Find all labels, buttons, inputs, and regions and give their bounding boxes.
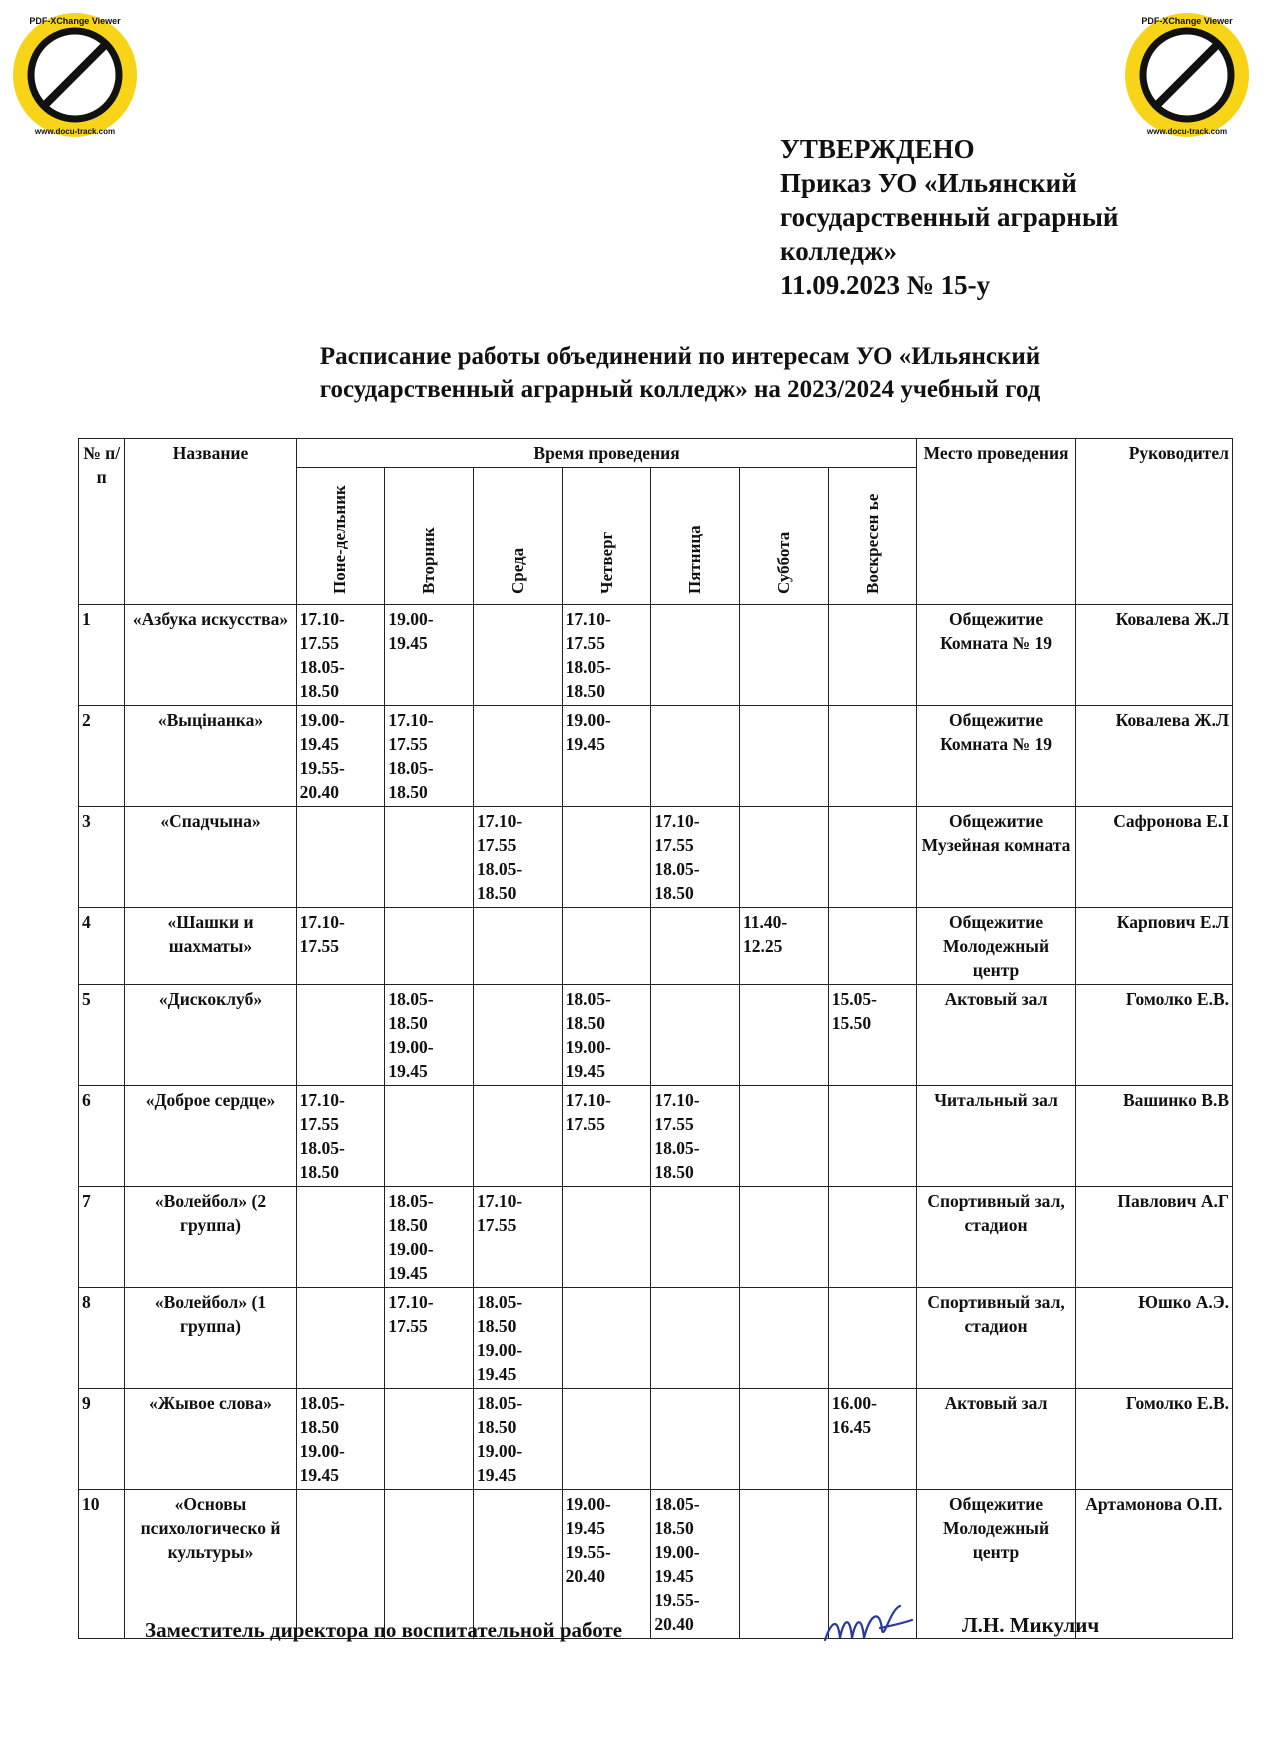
time-cell [740,1490,829,1639]
leader: Ковалева Ж.Л [1075,605,1232,706]
table-row [79,985,1233,1086]
table-row [79,1288,1233,1389]
time-value: 17.10- [565,609,611,629]
table-row [79,706,1233,807]
time-value: 19.00- [565,710,611,730]
time-value: 18.05- [477,1292,523,1312]
time-value: 19.45 [654,1566,694,1586]
row-number: 4 [79,908,125,985]
time-value: 18.05- [388,758,434,778]
time-value: 19.45 [565,1518,606,1538]
svg-text:www.docu-track.com: www.docu-track.com [1146,127,1228,136]
table-row [79,1389,1233,1490]
time-cell [562,1288,651,1389]
time-value: 18.50 [477,1417,517,1437]
time-cell [474,908,563,985]
time-cell [562,908,651,985]
time-cell [651,1389,740,1490]
time-cell [296,807,385,908]
table-row [79,1187,1233,1288]
time-value: 17.55 [299,633,340,653]
time-cell [474,706,563,807]
approval-order: Приказ УО «Ильянский [780,168,1077,198]
header-day-label: Воскресен ье [862,493,882,594]
svg-text:PDF-XChange Viewer: PDF-XChange Viewer [1141,16,1233,26]
time-value: 19.45 [477,1465,517,1485]
time-cell [651,908,740,985]
time-value: 19.00- [565,1494,611,1514]
time-value: 18.05- [477,1393,523,1413]
svg-text:www.docu-track.com: www.docu-track.com [34,127,116,136]
time-value: 18.50 [565,1013,606,1033]
time-value: 17.10- [477,1191,523,1211]
time-value: 17.10- [477,811,523,831]
time-cell [562,807,651,908]
time-value: 18.05- [654,859,700,879]
club-name: «Спадчына» [125,807,296,908]
time-value: 19.00- [654,1542,700,1562]
time-value: 18.05- [299,1138,345,1158]
time-cell [296,985,385,1086]
time-value: 18.05- [388,1191,434,1211]
time-cell [651,1288,740,1389]
club-name: «Доброе сердце» [125,1086,296,1187]
time-cell [296,1288,385,1389]
time-cell [385,1389,474,1490]
time-value: 19.55- [565,1542,611,1562]
time-value: 19.45 [388,633,428,653]
time-value: 19.45 [388,1061,428,1081]
time-cell [828,1288,917,1389]
time-cell [651,985,740,1086]
header-day-label: Вторник [419,527,439,594]
row-number: 3 [79,807,125,908]
time-value: 11.40- [743,912,788,932]
time-value: 19.45 [299,1465,340,1485]
table-row [79,605,1233,706]
header-name: Название [125,439,296,605]
venue: Общежитие Музейная комната [917,807,1075,908]
time-cell [296,1490,385,1639]
time-cell [828,706,917,807]
club-name: «Основы психологическо й культуры» [125,1490,296,1639]
venue: Общежитие Молодежный центр [917,1490,1075,1639]
time-value: 19.00- [388,1239,434,1259]
row-number: 2 [79,706,125,807]
header-time-group: Время проведения [296,439,917,468]
time-cell [562,1490,651,1639]
time-cell [828,908,917,985]
time-value: 15.05- [831,989,877,1009]
time-value: 18.50 [477,883,517,903]
time-cell [740,985,829,1086]
time-value: 18.50 [654,1162,694,1182]
time-cell [740,1187,829,1288]
time-cell [296,1086,385,1187]
time-cell [562,985,651,1086]
time-value: 20.40 [565,1566,606,1586]
leader: Ковалева Ж.Л [1075,706,1232,807]
time-cell [385,807,474,908]
approval-block [780,132,1200,302]
header-day-label: Четверг [596,531,616,594]
time-value: 19.45 [388,1263,428,1283]
time-value: 18.50 [388,782,428,802]
time-value: 18.05- [565,657,611,677]
time-value: 17.10- [565,1090,611,1110]
time-cell [385,706,474,807]
time-value: 19.00- [388,609,434,629]
time-cell [474,985,563,1086]
header-day [385,468,474,605]
row-number: 9 [79,1389,125,1490]
handwritten-signature [820,1600,915,1650]
time-cell [740,1086,829,1187]
time-cell [562,1187,651,1288]
approval-heading: УТВЕРЖДЕНО [780,134,975,164]
time-value: 19.00- [565,1037,611,1057]
row-number: 7 [79,1187,125,1288]
approval-org: государственный аграрный [780,202,1119,232]
time-value: 18.50 [654,1518,694,1538]
time-value: 17.10- [299,912,345,932]
time-value: 18.05- [299,1393,345,1413]
schedule-body [79,605,1233,1639]
time-value: 18.50 [477,1316,517,1336]
leader: Гомолко Е.В. [1075,985,1232,1086]
leader: Гомолко Е.В. [1075,1389,1232,1490]
row-number: 10 [79,1490,125,1639]
time-value: 17.55 [654,835,694,855]
pdf-xchange-stamp-right [1122,10,1252,140]
signatory-position: Заместитель директора по воспитательной работе [145,1618,623,1642]
schedule-table [78,438,1233,1639]
row-number: 6 [79,1086,125,1187]
header-day-label: Суббота [773,531,793,594]
time-cell [740,908,829,985]
time-value: 18.05- [299,657,345,677]
time-value: 17.55 [388,734,428,754]
table-row [79,1086,1233,1187]
time-value: 19.00- [299,1441,345,1461]
club-name: «Шашки и шахматы» [125,908,296,985]
time-value: 16.00- [831,1393,877,1413]
title-line-2: государственный аграрный колледж» на 2023/2024 учебный год [319,376,1041,403]
time-cell [562,1389,651,1490]
time-value: 17.55 [388,1316,428,1336]
time-value: 18.05- [654,1494,700,1514]
time-value: 19.55- [654,1590,700,1610]
header-day [651,468,740,605]
header-day-label: Среда [507,547,527,594]
venue: Спортивный зал, стадион [917,1187,1075,1288]
row-number: 1 [79,605,125,706]
svg-text:PDF-XChange Viewer: PDF-XChange Viewer [29,16,121,26]
venue: Общежитие Молодежный центр [917,908,1075,985]
time-cell [828,985,917,1086]
time-value: 17.10- [654,1090,700,1110]
leader: Вашинко В.В [1075,1086,1232,1187]
time-value: 20.40 [654,1614,694,1634]
leader: Павлович А.Г [1075,1187,1232,1288]
time-cell [296,605,385,706]
time-cell [828,1187,917,1288]
time-cell [651,605,740,706]
time-cell [740,1288,829,1389]
time-value: 17.55 [565,633,606,653]
time-value: 18.50 [299,681,340,701]
time-value: 19.00- [299,710,345,730]
time-cell [474,807,563,908]
row-number: 8 [79,1288,125,1389]
approval-date: 11.09.2023 № 15-у [780,270,991,300]
time-value: 19.55- [299,758,345,778]
time-value: 17.10- [654,811,700,831]
pdf-xchange-stamp-left [10,10,140,140]
leader: Юшко А.Э. [1075,1288,1232,1389]
signatory-name: Л.Н. Микулич [962,1613,1100,1637]
time-cell [651,807,740,908]
venue: Читальный зал [917,1086,1075,1187]
time-value: 17.55 [477,1215,517,1235]
header-day [562,468,651,605]
time-cell [740,605,829,706]
club-name: «Жывое слова» [125,1389,296,1490]
time-value: 17.10- [388,1292,434,1312]
time-value: 18.50 [565,681,606,701]
header-day-label: Пятница [685,525,705,594]
club-name: «Дискоклуб» [125,985,296,1086]
club-name: «Выцiнанка» [125,706,296,807]
header-day [474,468,563,605]
row-number: 5 [79,985,125,1086]
time-cell [385,605,474,706]
time-value: 17.55 [299,1114,340,1134]
time-cell [385,1288,474,1389]
time-value: 15.50 [831,1013,872,1033]
leader: Карпович Е.Л [1075,908,1232,985]
time-cell [296,1389,385,1490]
time-value: 19.00- [477,1340,523,1360]
leader: Сафронова Е.I [1075,807,1232,908]
time-value: 19.45 [299,734,340,754]
time-value: 18.05- [654,1138,700,1158]
time-cell [828,1086,917,1187]
time-cell [828,807,917,908]
time-cell [562,1086,651,1187]
venue: Общежитие Комната № 19 [917,706,1075,807]
time-cell [385,985,474,1086]
club-name: «Волейбол» (1 группа) [125,1288,296,1389]
time-cell [296,706,385,807]
approval-org-end: колледж» [780,236,898,266]
venue: Спортивный зал, стадион [917,1288,1075,1389]
time-cell [828,605,917,706]
document-title [160,340,1200,406]
time-value: 17.10- [299,609,345,629]
time-cell [385,1490,474,1639]
time-value: 19.00- [477,1441,523,1461]
time-cell [562,706,651,807]
time-value: 18.50 [388,1215,428,1235]
club-name: «Волейбол» (2 группа) [125,1187,296,1288]
club-name: «Азбука искусства» [125,605,296,706]
time-value: 17.55 [299,936,340,956]
header-day [740,468,829,605]
time-cell [740,706,829,807]
time-cell [296,1187,385,1288]
header-row-top [79,439,1233,468]
venue: Актовый зал [917,985,1075,1086]
time-value: 18.50 [299,1417,340,1437]
time-value: 18.50 [654,883,694,903]
time-cell [562,605,651,706]
time-cell [296,908,385,985]
time-cell [474,1288,563,1389]
time-value: 17.55 [565,1114,606,1134]
time-value: 19.00- [388,1037,434,1057]
title-line-1: Расписание работы объединений по интересам УО «Ильянский [319,343,1041,370]
time-cell [385,1086,474,1187]
header-day-label: Поне-дельник [330,485,350,594]
time-cell [740,807,829,908]
leader: Артамонова О.П. [1075,1490,1232,1639]
time-value: 17.10- [299,1090,345,1110]
time-cell [651,1490,740,1639]
time-value: 20.40 [299,782,340,802]
time-cell [651,1187,740,1288]
time-value: 18.05- [477,859,523,879]
time-cell [651,706,740,807]
header-num: № п/п [79,439,125,605]
time-cell [385,908,474,985]
time-value: 19.45 [565,734,606,754]
time-cell [651,1086,740,1187]
time-value: 19.45 [477,1364,517,1384]
time-value: 18.05- [388,989,434,1009]
time-cell [474,605,563,706]
time-value: 18.50 [299,1162,340,1182]
time-value: 17.55 [477,835,517,855]
time-value: 18.50 [388,1013,428,1033]
time-cell [474,1086,563,1187]
time-value: 17.10- [388,710,434,730]
time-cell [385,1187,474,1288]
time-cell [740,1389,829,1490]
venue: Общежитие Комната № 19 [917,605,1075,706]
time-cell [828,1389,917,1490]
header-place: Место проведения [917,439,1075,605]
header-day [296,468,385,605]
time-cell [474,1187,563,1288]
time-value: 18.05- [565,989,611,1009]
table-row [79,807,1233,908]
time-value: 16.45 [831,1417,872,1437]
time-value: 19.45 [565,1061,606,1081]
table-row [79,908,1233,985]
venue: Актовый зал [917,1389,1075,1490]
header-leader: Руководител [1075,439,1232,605]
time-value: 17.55 [654,1114,694,1134]
time-cell [474,1490,563,1639]
time-cell [474,1389,563,1490]
header-day [828,468,917,605]
time-value: 12.25 [743,936,783,956]
